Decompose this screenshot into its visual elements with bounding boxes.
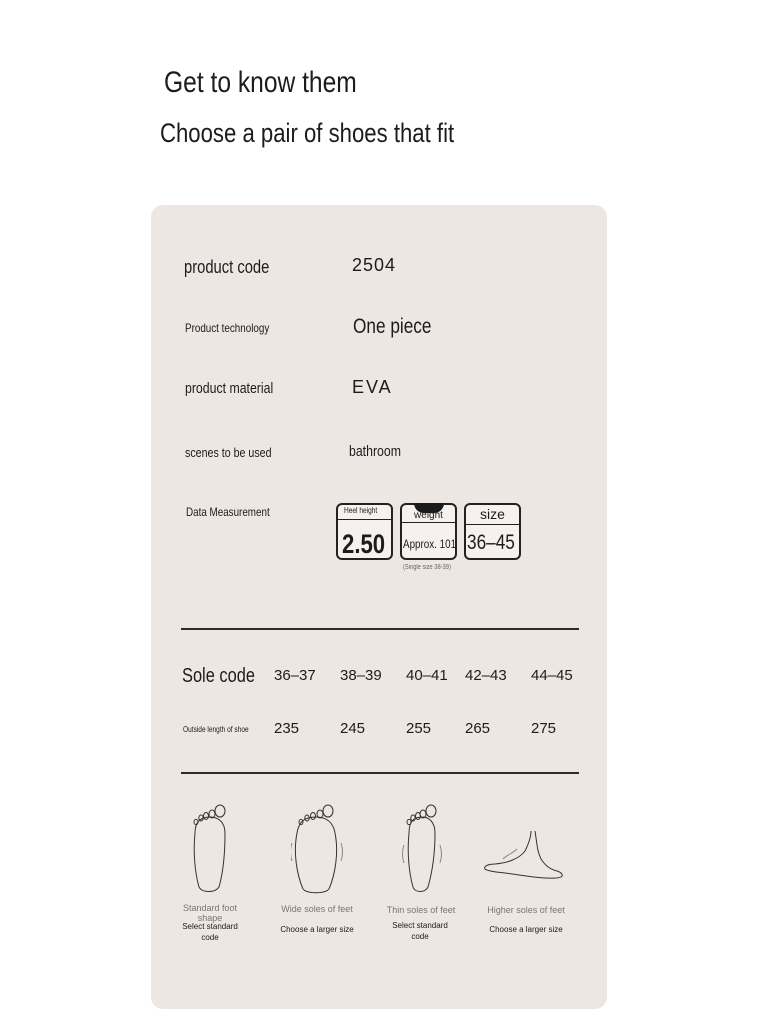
product-code-value: 2504 xyxy=(352,255,397,275)
code-42-43: 42–43 xyxy=(465,667,507,684)
weight-value: Approx. 101 xyxy=(403,537,457,551)
standard-foot-note: Select standard code xyxy=(182,922,238,942)
scenes-label: scenes to be used xyxy=(185,445,272,460)
high-foot-note: Choose a larger size xyxy=(489,925,563,934)
code-36-37: 36–37 xyxy=(274,667,316,684)
length-265: 265 xyxy=(465,720,491,737)
divider-top xyxy=(181,628,579,630)
weight-note: (Single size 38-39) xyxy=(403,564,451,571)
outside-length-label: Outside length of shoe xyxy=(183,725,249,734)
product-code-label: product code xyxy=(184,257,270,277)
code-40-41: 40–41 xyxy=(406,667,448,684)
thin-foot-title: Thin soles of feet xyxy=(386,905,456,915)
standard-foot-icon xyxy=(189,803,231,895)
sole-code-label: Sole code xyxy=(182,665,255,687)
size-box xyxy=(464,503,521,560)
high-arch-foot-icon xyxy=(481,829,567,879)
length-275: 275 xyxy=(531,720,557,737)
material-value: EVA xyxy=(352,377,393,397)
wide-foot-note: Choose a larger size xyxy=(280,925,354,934)
size-value: 36–45 xyxy=(467,531,515,554)
divider-bottom xyxy=(181,772,579,774)
technology-value: One piece xyxy=(353,315,432,338)
high-foot-title: Higher soles of feet xyxy=(487,905,565,915)
length-255: 255 xyxy=(406,720,432,737)
length-245: 245 xyxy=(340,720,366,737)
code-44-45: 44–45 xyxy=(531,667,573,684)
material-label: product material xyxy=(185,380,274,397)
page-title: Get to know them xyxy=(164,66,357,99)
page-subtitle: Choose a pair of shoes that fit xyxy=(160,118,455,148)
thin-foot-icon xyxy=(401,803,443,895)
thin-foot-note: Select standard code xyxy=(392,921,448,941)
standard-foot-title: Standard foot shape xyxy=(182,903,238,923)
weight-box xyxy=(400,503,457,560)
heel-height-title: Heel height xyxy=(344,506,378,515)
heel-height-value: 2.50 xyxy=(342,529,386,559)
length-235: 235 xyxy=(274,720,300,737)
scenes-value: bathroom xyxy=(349,443,401,460)
spec-card xyxy=(151,205,607,1009)
code-38-39: 38–39 xyxy=(340,667,382,684)
technology-label: Product technology xyxy=(185,321,270,335)
heel-height-box xyxy=(336,503,393,560)
weight-title: weight xyxy=(414,510,443,521)
wide-foot-title: Wide soles of feet xyxy=(281,904,353,914)
wide-foot-icon xyxy=(291,803,343,895)
size-title: size xyxy=(480,506,505,522)
measurement-label: Data Measurement xyxy=(186,505,270,519)
